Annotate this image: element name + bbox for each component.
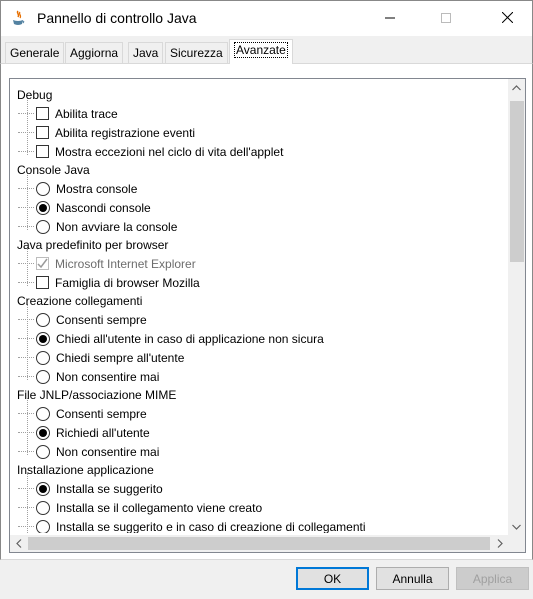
radio-button-selected[interactable]: [36, 426, 50, 440]
maximize-button[interactable]: [423, 1, 468, 37]
ok-button[interactable]: OK: [296, 567, 369, 590]
shortcuts-header: Creazione collegamenti: [17, 293, 143, 308]
console-non-avviare[interactable]: [18, 217, 177, 236]
horizontal-scrollbar[interactable]: [10, 535, 508, 552]
install-se-suggerito[interactable]: [18, 479, 163, 498]
radio-button[interactable]: [36, 351, 50, 365]
chevron-left-icon: [16, 539, 22, 548]
console-nascondi[interactable]: [18, 198, 151, 217]
shortcuts-chiedi-sempre[interactable]: [18, 348, 184, 367]
advanced-panel: [0, 63, 533, 560]
jnlp-richiedi[interactable]: [18, 423, 150, 442]
checkbox[interactable]: [36, 145, 49, 158]
radio-button[interactable]: [36, 370, 50, 384]
option-label: Installa se il collegamento viene creato: [56, 500, 263, 515]
browser-header: Java predefinito per browser: [17, 237, 169, 252]
title-bar: [0, 0, 533, 36]
option-label: Microsoft Internet Explorer: [55, 256, 196, 271]
jnlp-non-consentire[interactable]: [18, 442, 159, 461]
scroll-right-button[interactable]: [491, 535, 508, 552]
radio-button[interactable]: [36, 220, 50, 234]
checkmark-icon: [37, 258, 48, 269]
shortcuts-consenti-sempre[interactable]: [18, 310, 147, 329]
shortcuts-non-consentire[interactable]: [18, 367, 159, 386]
tab-label: Sicurezza: [170, 46, 223, 60]
tab-aggiorna[interactable]: [65, 42, 123, 64]
shortcuts-chiedi-non-sicura[interactable]: [18, 329, 324, 348]
scroll-down-button[interactable]: [508, 518, 525, 535]
checkbox[interactable]: [36, 107, 49, 120]
option-label: Installa se suggerito: [56, 481, 163, 496]
checkbox[interactable]: [36, 126, 49, 139]
install-header: Installazione applicazione: [17, 462, 154, 477]
horizontal-scroll-thumb[interactable]: [28, 537, 490, 550]
close-icon: [502, 12, 513, 26]
tab-sicurezza[interactable]: [165, 42, 228, 64]
browser-ie: [18, 254, 196, 273]
option-label: Chiedi sempre all'utente: [56, 350, 185, 365]
install-se-collegamento[interactable]: [18, 498, 262, 517]
apply-button[interactable]: Applica: [456, 567, 529, 590]
option-label: Non avviare la console: [56, 219, 178, 234]
tab-label: Avanzate: [236, 43, 286, 57]
radio-button[interactable]: [36, 501, 50, 515]
maximize-icon: [441, 12, 451, 26]
debug-eccezioni-applet[interactable]: [18, 142, 283, 161]
console-mostra[interactable]: [18, 179, 137, 198]
settings-tree: [9, 78, 526, 553]
vertical-scroll-thumb[interactable]: [510, 101, 524, 262]
option-label: Consenti sempre: [56, 406, 147, 421]
radio-button[interactable]: [36, 520, 50, 534]
tab-label: Generale: [10, 46, 60, 60]
console-header: Console Java: [17, 162, 90, 177]
window-title: Pannello di controllo Java: [37, 10, 197, 26]
debug-abilita-trace[interactable]: [18, 104, 118, 123]
tab-label: Java: [133, 46, 159, 60]
radio-button-selected[interactable]: [36, 201, 50, 215]
scroll-up-button[interactable]: [508, 79, 525, 96]
tab-avanzate[interactable]: [229, 39, 293, 64]
option-label: Non consentire mai: [56, 369, 160, 384]
tab-generale[interactable]: [5, 42, 64, 64]
radio-button[interactable]: [36, 182, 50, 196]
option-label: Consenti sempre: [56, 312, 147, 327]
option-label: Installa se suggerito e in caso di creazione di collegamenti: [56, 519, 366, 533]
radio-button[interactable]: [36, 445, 50, 459]
option-label: Non consentire mai: [56, 444, 160, 459]
option-label: Richiedi all'utente: [56, 425, 150, 440]
jnlp-consenti-sempre[interactable]: [18, 404, 147, 423]
tree-content: [10, 79, 506, 533]
option-label: Nascondi console: [56, 200, 151, 215]
tab-java[interactable]: [128, 42, 163, 64]
jnlp-header: File JNLP/associazione MIME: [17, 387, 177, 402]
option-label: Mostra console: [56, 181, 138, 196]
scrollbar-corner: [508, 535, 525, 552]
java-logo-icon: [10, 10, 26, 28]
chevron-right-icon: [497, 539, 503, 548]
debug-registrazione-eventi[interactable]: [18, 123, 195, 142]
radio-button[interactable]: [36, 313, 50, 327]
checkbox[interactable]: [36, 276, 49, 289]
minimize-icon: [385, 12, 395, 26]
radio-button-selected[interactable]: [36, 332, 50, 346]
browser-mozilla[interactable]: [18, 273, 200, 292]
radio-button[interactable]: [36, 407, 50, 421]
minimize-button[interactable]: [367, 1, 412, 37]
option-label: Abilita trace: [55, 106, 118, 121]
install-suggerito-e-collegamento[interactable]: [18, 517, 366, 533]
tab-label: Aggiorna: [70, 46, 119, 60]
close-button[interactable]: [485, 1, 530, 37]
cancel-button[interactable]: Annulla: [376, 567, 449, 590]
tab-strip: [0, 36, 533, 64]
chevron-up-icon: [512, 85, 521, 91]
option-label: Famiglia di browser Mozilla: [55, 275, 200, 290]
chevron-down-icon: [512, 524, 521, 530]
option-label: Chiedi all'utente in caso di applicazione non sicura: [56, 331, 324, 346]
vertical-scrollbar[interactable]: [508, 79, 525, 535]
option-label: Abilita registrazione eventi: [55, 125, 196, 140]
option-label: Mostra eccezioni nel ciclo di vita dell'applet: [55, 144, 284, 159]
scroll-left-button[interactable]: [10, 535, 27, 552]
debug-header: Debug: [17, 87, 53, 102]
radio-button-selected[interactable]: [36, 482, 50, 496]
checkbox-checked-disabled: [36, 257, 49, 270]
